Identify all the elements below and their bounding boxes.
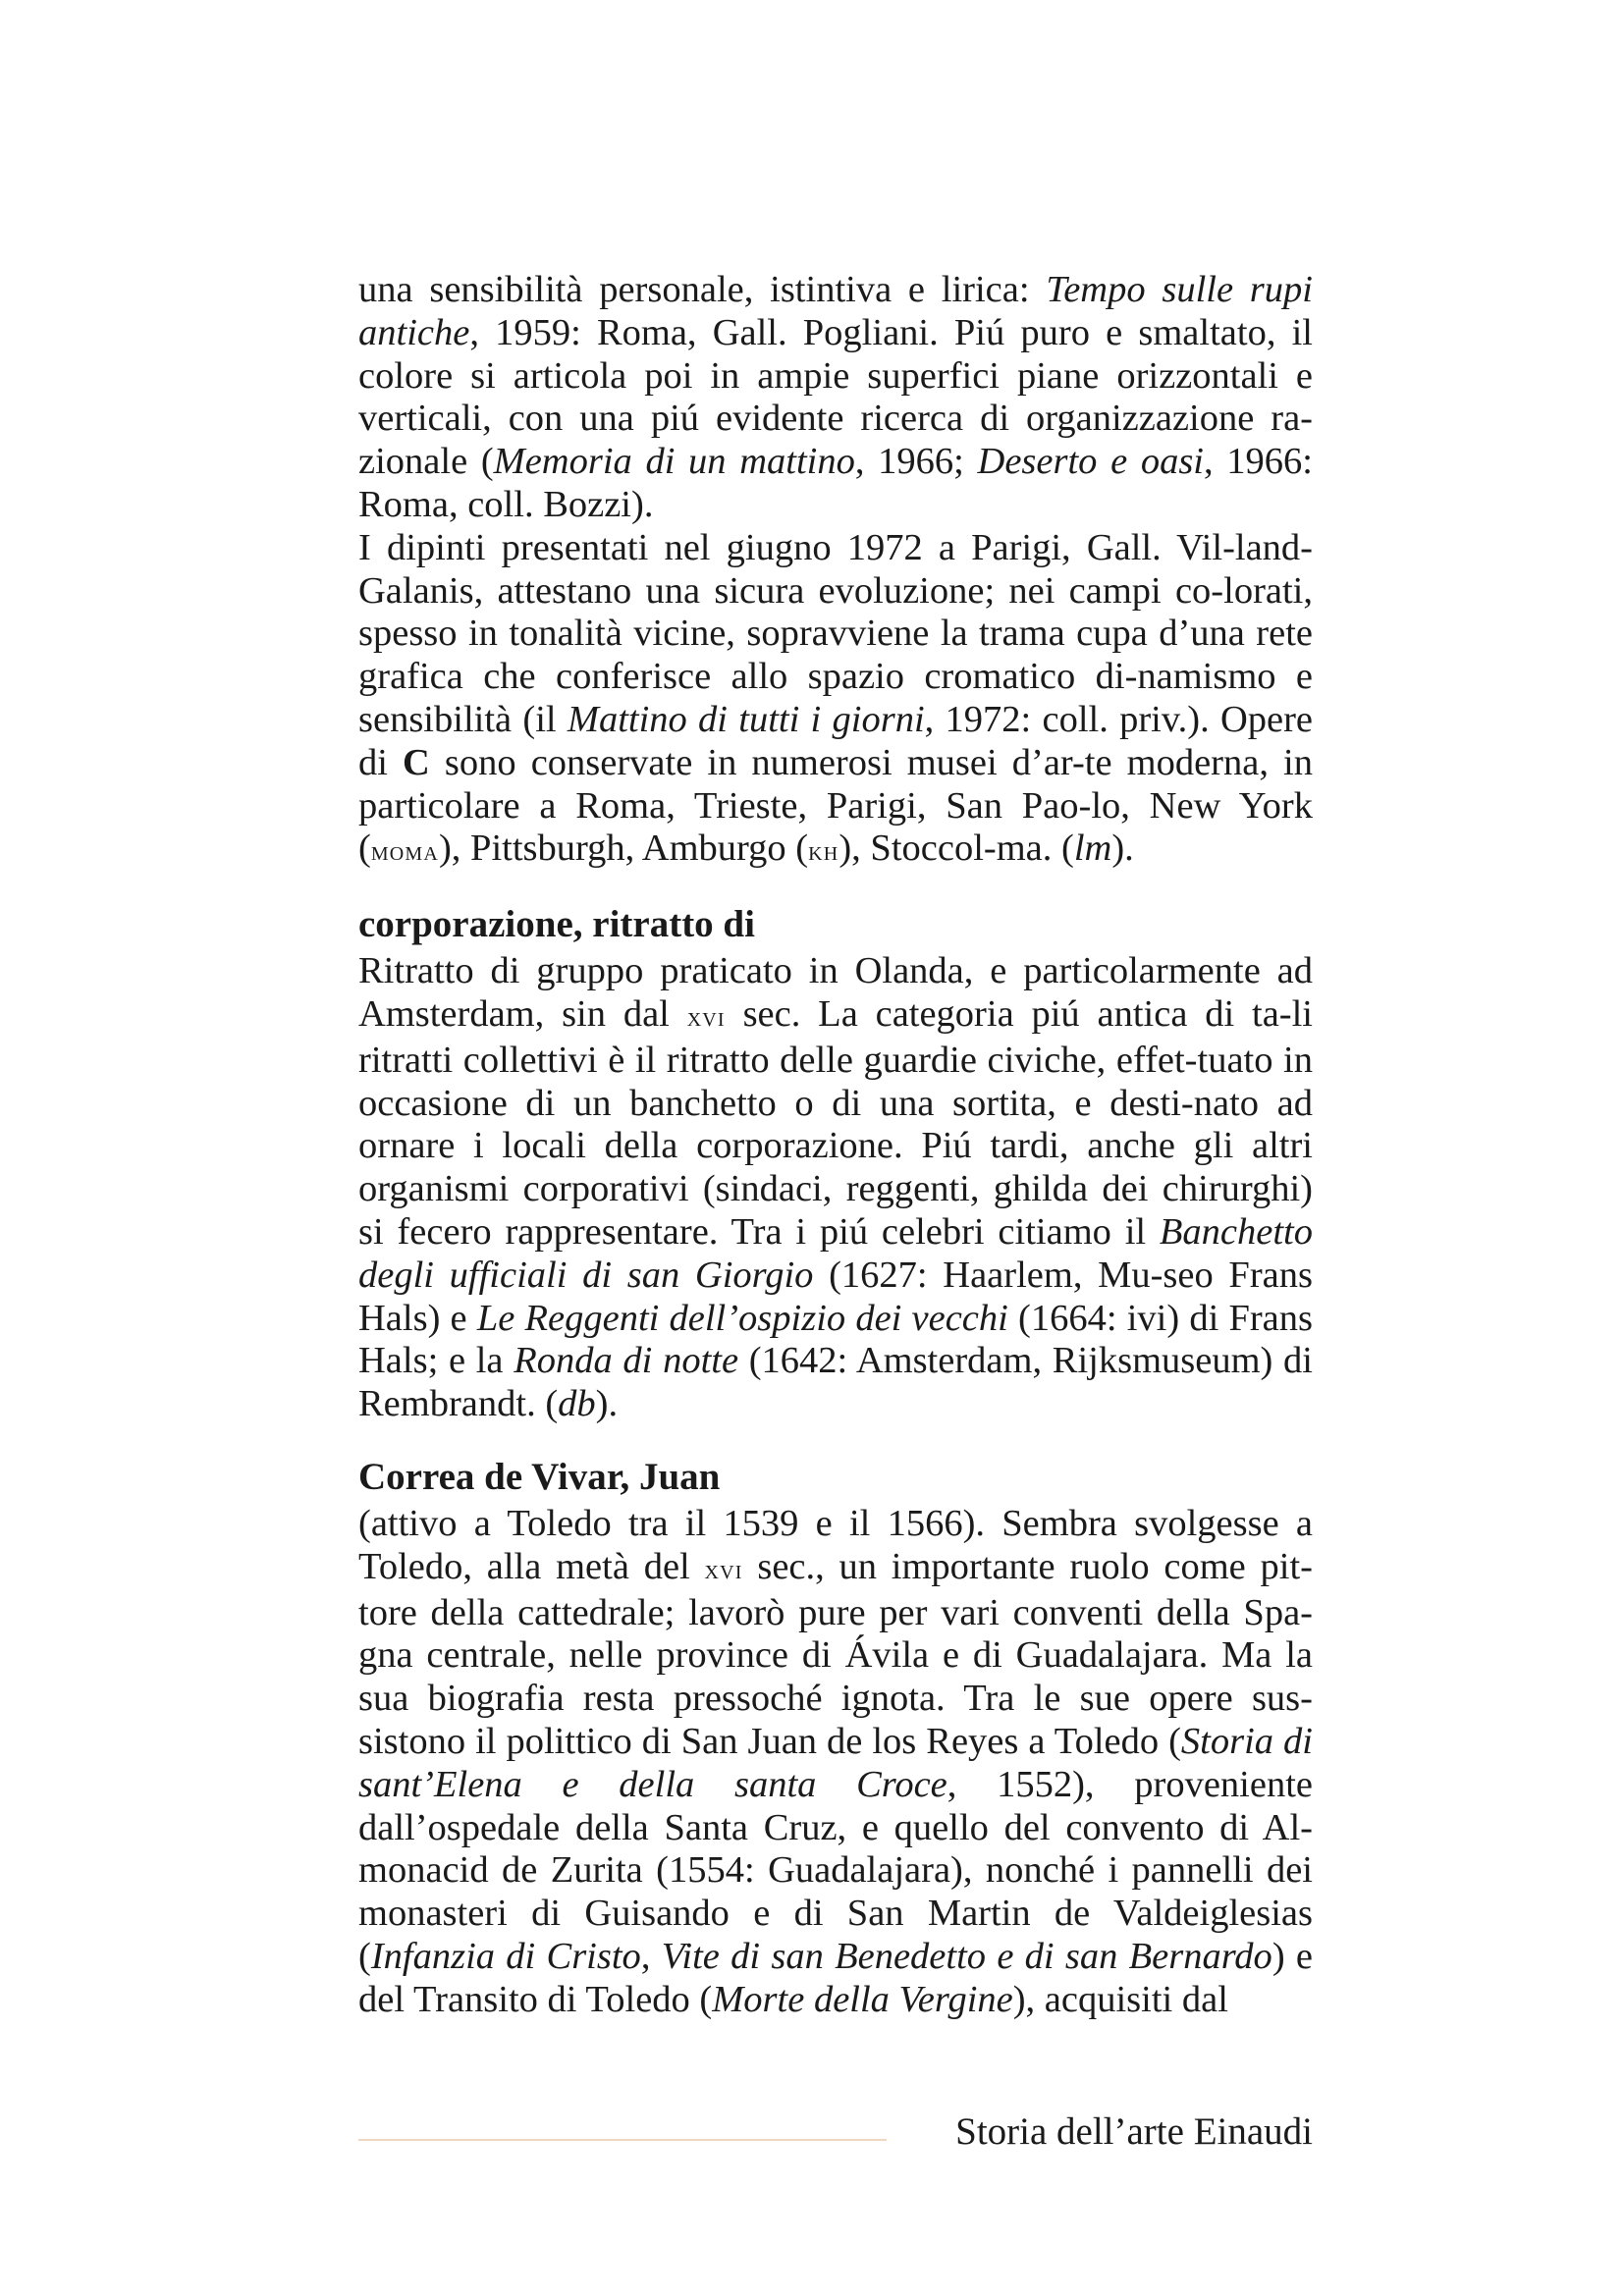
text-run: kh <box>808 835 839 868</box>
entry-continuation-paragraph <box>358 269 1313 527</box>
text-run: moma <box>370 835 439 868</box>
text-run: ). <box>595 1383 619 1425</box>
text-run: Storia di sant’Elena e della santa Croce <box>358 1720 1313 1805</box>
body-text <box>358 269 1313 2021</box>
text-run: , 1966: Roma, coll. Bozzi). <box>358 441 1313 525</box>
entry-continuation-paragraph-2 <box>358 527 1313 874</box>
text-run: Morte della Vergine <box>712 1978 1013 2020</box>
text-run: una sensibilità personale, istintiva e lirica: <box>358 269 1047 310</box>
text-run: (1664: ivi) di Frans Hals; e la <box>358 1297 1313 1382</box>
text-run: ), Stoccol-ma. ( <box>839 828 1074 870</box>
entry-paragraph-corporazione <box>358 950 1313 1426</box>
entry-title-correa: Correa de Vivar, Juan <box>358 1455 721 1498</box>
text-run: Le Reggenti dell’ospizio dei vecchi <box>476 1297 1008 1339</box>
text-run: Infanzia di Cristo <box>370 1935 641 1977</box>
text-run: , 1959: Roma, Gall. Pogliani. Piú puro e smaltato, il colore si articola poi in ampie superfici piane orizzontali e verticali, con una piú evidente ricerca di organizzazione ra-zionale ( <box>358 311 1313 483</box>
text-run: db <box>558 1383 596 1425</box>
text-run: xvi <box>686 1000 726 1033</box>
text-run: Ritratto di gruppo praticato in Olanda, e particolarmente ad Amsterdam, sin dal <box>358 950 1313 1035</box>
text-run: sono conservate in numerosi musei d’ar-te moderna, in particolare a Roma, Trieste, Parigi, San Pao-lo, New York ( <box>358 741 1313 870</box>
text-run: ) e del Transito di Toledo ( <box>358 1935 1313 2020</box>
text-run: Mattino di tutti i giorni <box>567 698 925 740</box>
text-run: xvi <box>704 1553 743 1585</box>
text-run: , 1972: coll. priv.). Opere di <box>358 698 1314 783</box>
text-run: ). <box>1111 828 1134 870</box>
text-run: Vite di san Benedetto e di san Bernardo <box>661 1935 1272 1977</box>
text-run: , 1552), proveniente dall’ospedale della Santa Cruz, e quello del convento di Al-monacid de Zurita (1554: Guadalajara), nonché i pannelli dei monasteri di Guisando e di San Martin de Valdeiglesias ( <box>358 1763 1313 1977</box>
text-run: Deserto e oasi <box>977 441 1204 483</box>
text-run: , 1966; <box>854 441 978 483</box>
text-run: (1627: Haarlem, Mu-seo Frans Hals) e <box>358 1254 1313 1339</box>
text-run: Banchetto degli ufficiali di san Giorgio <box>358 1210 1313 1296</box>
entry-paragraph-correa <box>358 1503 1313 2022</box>
text-run: Tempo sulle rupi antiche <box>358 269 1313 353</box>
text-run: (1642: Amsterdam, Rijksmuseum) di Rembrandt. ( <box>358 1340 1313 1425</box>
text-run: sec., un importante ruolo come pit-tore della cattedrale; lavorò pure per vari conventi della Spa-gna centrale, nelle province di Ávila e di Guadalajara. Ma la sua biografia resta pressoché ignota. Tra le sue opere sus-sistono il polittico di San Juan de los Reyes a Toledo ( <box>358 1545 1313 1762</box>
text-run: , <box>640 1935 662 1977</box>
footer-publisher: Storia dell’arte Einaudi <box>955 2110 1313 2153</box>
text-run: Ronda di notte <box>514 1340 739 1382</box>
text-run: I dipinti presentati nel giugno 1972 a Parigi, Gall. Vil-land-Galanis, attestano una sicura evoluzione; nei campi co-lorati, spesso in tonalità vicine, sopravviene la trama cupa d’una rete grafica che conferisce allo spazio cromatico di-namismo e sensibilità (il <box>358 526 1313 740</box>
text-run: ), acquisiti dal <box>1012 1978 1228 2020</box>
text-run: C <box>403 741 430 783</box>
footer-divider <box>358 2139 887 2141</box>
text-run: (attivo a Toledo tra il 1539 e il 1566). Sembra svolgesse a Toledo, alla metà del <box>358 1502 1313 1587</box>
text-run: ), Pittsburgh, Amburgo ( <box>438 828 809 870</box>
text-run: lm <box>1073 828 1112 870</box>
entry-title-corporazione: corporazione, ritratto di <box>358 903 755 946</box>
text-run: sec. La categoria piú antica di ta-li ritratti collettivi è il ritratto delle guardie civiche, effet-tuato in occasione di un banchetto o di una sortita, e desti-nato ad ornare i locali della corporazione. Piú tardi, anche gli altri organismi corporativi (sindaci, reggenti, ghilda dei chirurghi) si fecero rappresentare. Tra i piú celebri citiamo il <box>358 992 1313 1253</box>
text-run: Memoria di un mattino <box>493 441 855 483</box>
